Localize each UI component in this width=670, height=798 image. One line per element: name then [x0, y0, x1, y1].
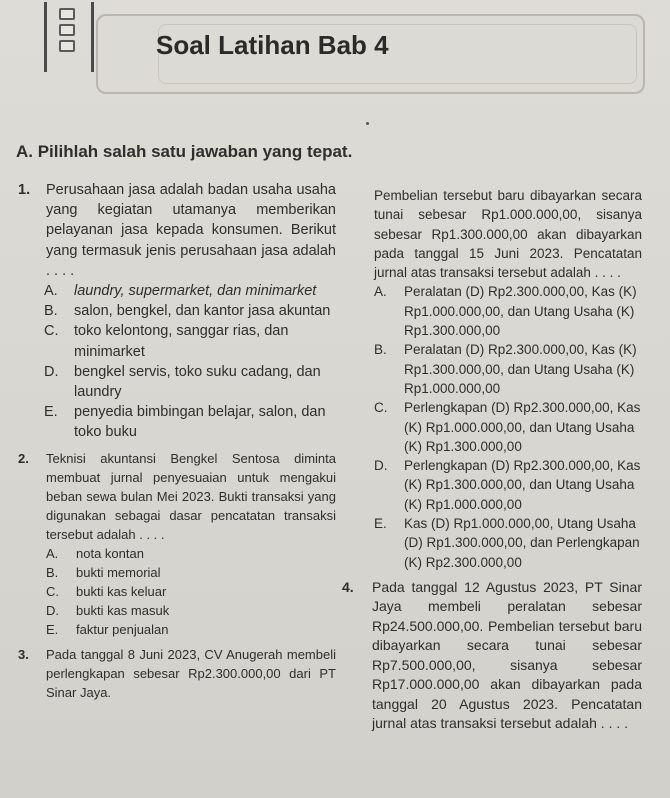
option-letter: B.	[374, 342, 387, 358]
question-text: Perusahaan jasa adalah badan usaha usaha yang kegiatan utamanya memberikan pelayanan jasa kepada konsumen. Berikut yang termasuk jenis perusahaan jasa adalah . . . .	[46, 182, 336, 279]
option-c[interactable]	[374, 398, 642, 456]
question-number: 2.	[18, 450, 29, 466]
option-text: nota kontan	[76, 545, 144, 561]
option-text: laundry, supermarket, dan minimarket	[74, 283, 317, 300]
option-letter: A.	[374, 284, 387, 300]
option-text: Perlengkapan (D) Rp2.300.000,00, Kas (K) Rp1.000.000,00, dan Utang Usaha (K) Rp1.300.000,00	[404, 400, 641, 454]
option-letter: A.	[46, 545, 59, 561]
option-e[interactable]	[44, 402, 336, 442]
option-letter: D.	[374, 458, 388, 474]
question-text: Teknisi akuntansi Bengkel Sentosa diminta membuat jurnal penyesuaian untuk mengakui beban sewa bulan Mei 2023. Bukti transaksi yang digunakan sebagai dasar pencatatan transaksi tersebut adalah . . . .	[46, 450, 336, 542]
option-b[interactable]	[44, 301, 336, 321]
question-text-continued: Pembelian tersebut baru dibayarkan secara tunai sebesar Rp1.000.000,00, sisanya sebesar Rp1.300.000,00 akan dibayarkan pada tanggal 15 Juni 2023. Pencatatan jurnal atas transaksi tersebut adalah . . . .	[374, 188, 642, 281]
option-d[interactable]	[44, 362, 336, 402]
option-text: bukti kas keluar	[76, 583, 167, 599]
option-b[interactable]	[46, 563, 336, 582]
question-1	[18, 180, 336, 443]
option-d[interactable]	[46, 601, 336, 620]
option-text: bukti memorial	[76, 564, 161, 580]
option-text: Perlengkapan (D) Rp2.300.000,00, Kas (K) Rp1.300.000,00, dan Utang Usaha (K) Rp1.000.000,00	[404, 458, 641, 512]
option-text: penyedia bimbingan belajar, salon, dan toko buku	[74, 404, 326, 441]
option-letter: C.	[374, 400, 388, 416]
option-text: bengkel servis, toko suku cadang, dan laundry	[74, 363, 321, 401]
option-text: salon, bengkel, dan kantor jasa akuntan	[74, 303, 331, 320]
option-text: Kas (D) Rp1.000.000,00, Utang Usaha (D) Rp1.300.000,00, dan Perlengkapan (K) Rp2.300.000,00	[404, 516, 640, 570]
option-letter: E.	[44, 404, 58, 421]
option-letter: C.	[46, 583, 59, 599]
option-text: bukti kas masuk	[76, 602, 170, 618]
question-number: 1.	[18, 182, 31, 198]
option-letter: E.	[46, 621, 59, 637]
question-3-continued	[342, 186, 642, 572]
binder-rings-icon	[44, 2, 94, 72]
ink-dot	[366, 122, 369, 125]
option-letter: B.	[46, 564, 59, 580]
section-heading: A. Pilihlah salah satu jawaban yang tepat.	[16, 142, 353, 161]
option-c[interactable]	[46, 582, 336, 601]
question-2	[18, 449, 336, 639]
question-3	[18, 645, 336, 702]
option-letter: D.	[44, 363, 59, 380]
option-a[interactable]	[374, 282, 642, 340]
option-text: Peralatan (D) Rp2.300.000,00, Kas (K) Rp1.000.000,00, dan Utang Usaha (K) Rp1.300.000,00	[404, 284, 637, 339]
option-letter: D.	[46, 602, 59, 618]
option-d[interactable]	[374, 456, 642, 514]
option-b[interactable]	[374, 340, 642, 398]
option-letter: B.	[44, 303, 58, 320]
option-a[interactable]	[44, 281, 336, 301]
option-e[interactable]	[374, 514, 642, 572]
question-number: 4.	[342, 578, 354, 595]
left-column	[18, 180, 336, 702]
option-letter: A.	[44, 283, 58, 300]
option-text: faktur penjualan	[76, 621, 169, 637]
option-letter: E.	[374, 516, 387, 532]
option-text: toko kelontong, sanggar rias, dan minimarket	[74, 323, 289, 360]
question-text: Pada tanggal 12 Agustus 2023, PT Sinar Jaya membeli peralatan sebesar Rp24.500.000,00. Pembelian tersebut baru dibayarkan secara tunai sebesar Rp7.500.000,00, sisanya sebesar Rp17.000.000,00 akan dibayarkan pada tanggal 20 Agustus 2023. Pencatatan jurnal atas transaksi tersebut adalah . . . .	[372, 578, 642, 732]
option-letter: C.	[44, 323, 59, 340]
question-4	[342, 578, 642, 734]
option-c[interactable]	[44, 321, 336, 361]
option-e[interactable]	[46, 620, 336, 639]
question-number: 3.	[18, 646, 29, 662]
question-text: Pada tanggal 8 Juni 2023, CV Anugerah membeli perlengkapan sebesar Rp2.300.000,00 dari PT Sinar Jaya.	[46, 646, 336, 700]
option-a[interactable]	[46, 544, 336, 563]
right-column	[342, 186, 642, 734]
page-title: Soal Latihan Bab 4	[156, 30, 389, 60]
option-text: Peralatan (D) Rp2.300.000,00, Kas (K) Rp1.300.000,00, dan Utang Usaha (K) Rp1.000.000,00	[404, 342, 637, 396]
